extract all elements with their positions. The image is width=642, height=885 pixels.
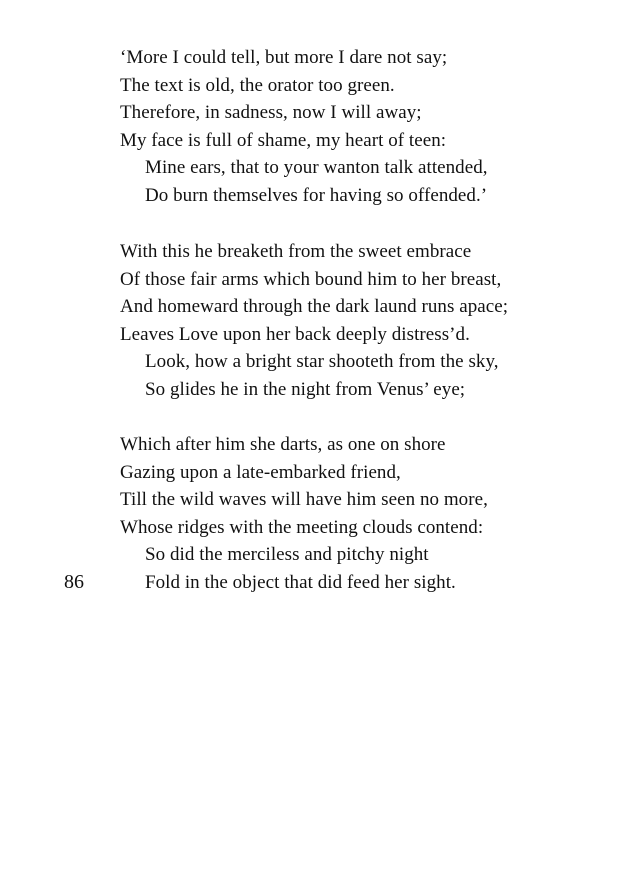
couplet-line: So glides he in the night from Venus’ eye;: [145, 378, 466, 400]
verse-line: Till the wild waves will have him seen no more,: [120, 489, 488, 511]
verse-line: The text is old, the orator too green.: [120, 74, 395, 96]
verse-line: ‘More I could tell, but more I dare not say;: [120, 47, 448, 68]
verse-line: Therefore, in sadness, now I will away;: [120, 102, 422, 124]
verse-line: Leaves Love upon her back deeply distress’d.: [120, 323, 470, 345]
stanza-2: [120, 238, 600, 404]
verse-line: Of those fair arms which bound him to her breast,: [120, 268, 502, 290]
stanza-1: [120, 44, 600, 210]
verse-line: Gazing upon a late-embarked friend,: [120, 461, 401, 483]
couplet-line: So did the merciless and pitchy night: [145, 544, 429, 566]
verse-line: And homeward through the dark laund runs apace;: [120, 296, 509, 318]
verse-line: Whose ridges with the meeting clouds contend:: [120, 516, 484, 538]
couplet-line: Look, how a bright star shooteth from the sky,: [145, 351, 499, 373]
page-number: 86: [64, 571, 84, 593]
verse-line: With this he breaketh from the sweet embrace: [120, 241, 472, 262]
verse-line: Which after him she darts, as one on shore: [120, 434, 446, 455]
couplet-line: Mine ears, that to your wanton talk attended,: [145, 157, 488, 179]
stanza-3: [120, 431, 600, 597]
couplet-line: Do burn themselves for having so offended.’: [145, 184, 488, 206]
verse-line: My face is full of shame, my heart of teen:: [120, 129, 447, 151]
couplet-line: Fold in the object that did feed her sight.: [145, 571, 456, 593]
